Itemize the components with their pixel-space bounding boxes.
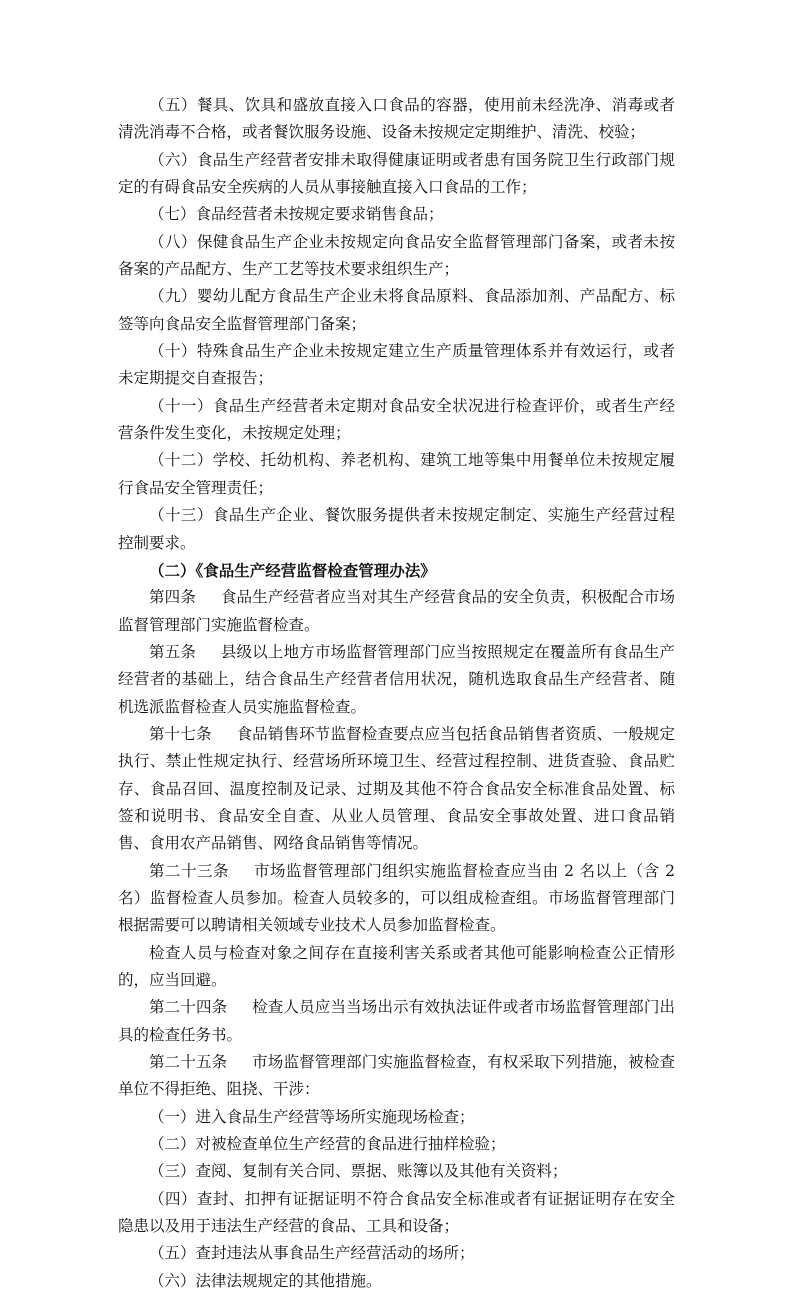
article-paragraph [118,639,675,721]
paragraph [118,229,675,284]
paragraph-text: （八）保健食品生产企业未按规定向食品安全监督管理部门备案，或者未按备案的产品配方、生产工艺等技术要求组织生产； [118,232,675,279]
paragraph-text: （七）食品经营者未按规定要求销售食品； [149,205,444,224]
paragraph-text: （十三）食品生产企业、餐饮服务提供者未按规定制定、实施生产经营过程控制要求。 [118,506,675,552]
paragraph [118,1268,675,1295]
article-paragraph [118,721,675,858]
section-heading [118,557,675,584]
paragraph [118,447,675,502]
paragraph [118,1131,675,1158]
article-number: 第二十三条 [149,861,230,880]
paragraph-text: 县级以上地方市场监督管理部门应当按照规定在覆盖所有食品生产经营者的基础上，结合食品生产经营者信用状况，随机选取食品生产经营者、随机选派监督检查人员实施监督检查。 [118,642,675,716]
paragraph-text: （五）餐具、饮具和盛放直接入口食品的容器，使用前未经洗净、消毒或者清洗消毒不合格，或者餐饮服务设施、设备未按规定定期维护、清洗、校验； [118,96,675,142]
paragraph-text: 市场监督管理部门实施监督检查，有权采取下列措施，被检查单位不得拒绝、阻挠、干涉： [118,1053,675,1099]
paragraph [118,338,675,393]
article-number: 第五条 [149,642,197,661]
paragraph-text: （九）婴幼儿配方食品生产企业未将食品原料、食品添加剂、产品配方、标签等向食品安全监督管理部门备案； [118,287,675,333]
paragraph [118,1240,675,1267]
paragraph [118,393,675,448]
article-paragraph [118,584,675,639]
paragraph [118,147,675,202]
article-number: 第二十五条 [149,1053,228,1072]
paragraph-text: （一）进入食品生产经营等场所实施现场检查； [149,1107,475,1126]
paragraph [118,283,675,338]
article-paragraph [118,994,675,1049]
article-number: 第四条 [149,588,197,607]
paragraph [118,940,675,995]
paragraph [118,1104,675,1131]
article-number: 第十七条 [149,724,212,743]
paragraph-text: （二）对被检查单位生产经营的食品进行抽样检验； [149,1135,506,1154]
paragraph-text: （四）查封、扣押有证据证明不符合食品安全标准或者有证据证明存在安全隐患以及用于违法生产经营的食品、工具和设备； [118,1189,675,1236]
paragraph-text: （六）食品生产经营者安排未取得健康证明或者患有国务院卫生行政部门规定的有碍食品安全疾病的人员从事接触直接入口食品的工作； [118,150,675,197]
article-number: 第二十四条 [149,998,228,1017]
paragraph-text: （六）法律法规规定的其他措施。 [149,1271,382,1290]
paragraph [118,92,675,147]
article-paragraph [118,858,675,940]
paragraph-text: 食品销售环节监督检查要点应当包括食品销售者资质、一般规定执行、禁止性规定执行、经营场所环境卫生、经营过程控制、进货查验、食品贮存、食品召回、温度控制及记录、过期及其他不符合食品安全标准食品处置、标签和说明书、食品安全自查、从业人员管理、食品安全事故处置、进口食品销售、食用农产品销售、网络食品销售等情况。 [118,724,675,853]
paragraph-text: 检查人员与检查对象之间存在直接利害关系或者其他可能影响检查公正情形的，应当回避。 [118,943,675,989]
paragraph-text: （十一）食品生产经营者未定期对食品安全状况进行检查评价，或者生产经营条件发生变化，未按规定处理； [118,396,675,443]
paragraph-text: 检查人员应当当场出示有效执法证件或者市场监督管理部门出具的检查任务书。 [118,998,675,1044]
paragraph-text: 食品生产经营者应当对其生产经营食品的安全负责，积极配合市场监督管理部门实施监督检查。 [118,588,675,634]
document-body [118,92,675,1295]
paragraph-text: （五）查封违法从事食品生产经营活动的场所； [149,1244,475,1263]
paragraph [118,201,675,228]
paragraph-text: （十）特殊食品生产企业未按规定建立生产质量管理体系并有效运行，或者未定期提交自查报告； [118,342,675,388]
article-paragraph [118,1049,675,1104]
paragraph-text: （二）《食品生产经营监督检查管理办法》 [149,560,436,580]
paragraph [118,1158,675,1185]
paragraph [118,502,675,557]
paragraph-text: （三）查阅、复制有关合同、票据、账簿以及其他有关资料； [149,1162,568,1181]
paragraph-text: （十二）学校、托幼机构、养老机构、建筑工地等集中用餐单位未按规定履行食品安全管理责任； [118,451,675,497]
paragraph-text: 市场监督管理部门组织实施监督检查应当由 2 名以上（含 2 名）监督检查人员参加。检查人员较多的，可以组成检查组。市场监督管理部门根据需要可以聘请相关领域专业技术人员参加监督检查。 [118,861,675,935]
paragraph [118,1186,675,1241]
